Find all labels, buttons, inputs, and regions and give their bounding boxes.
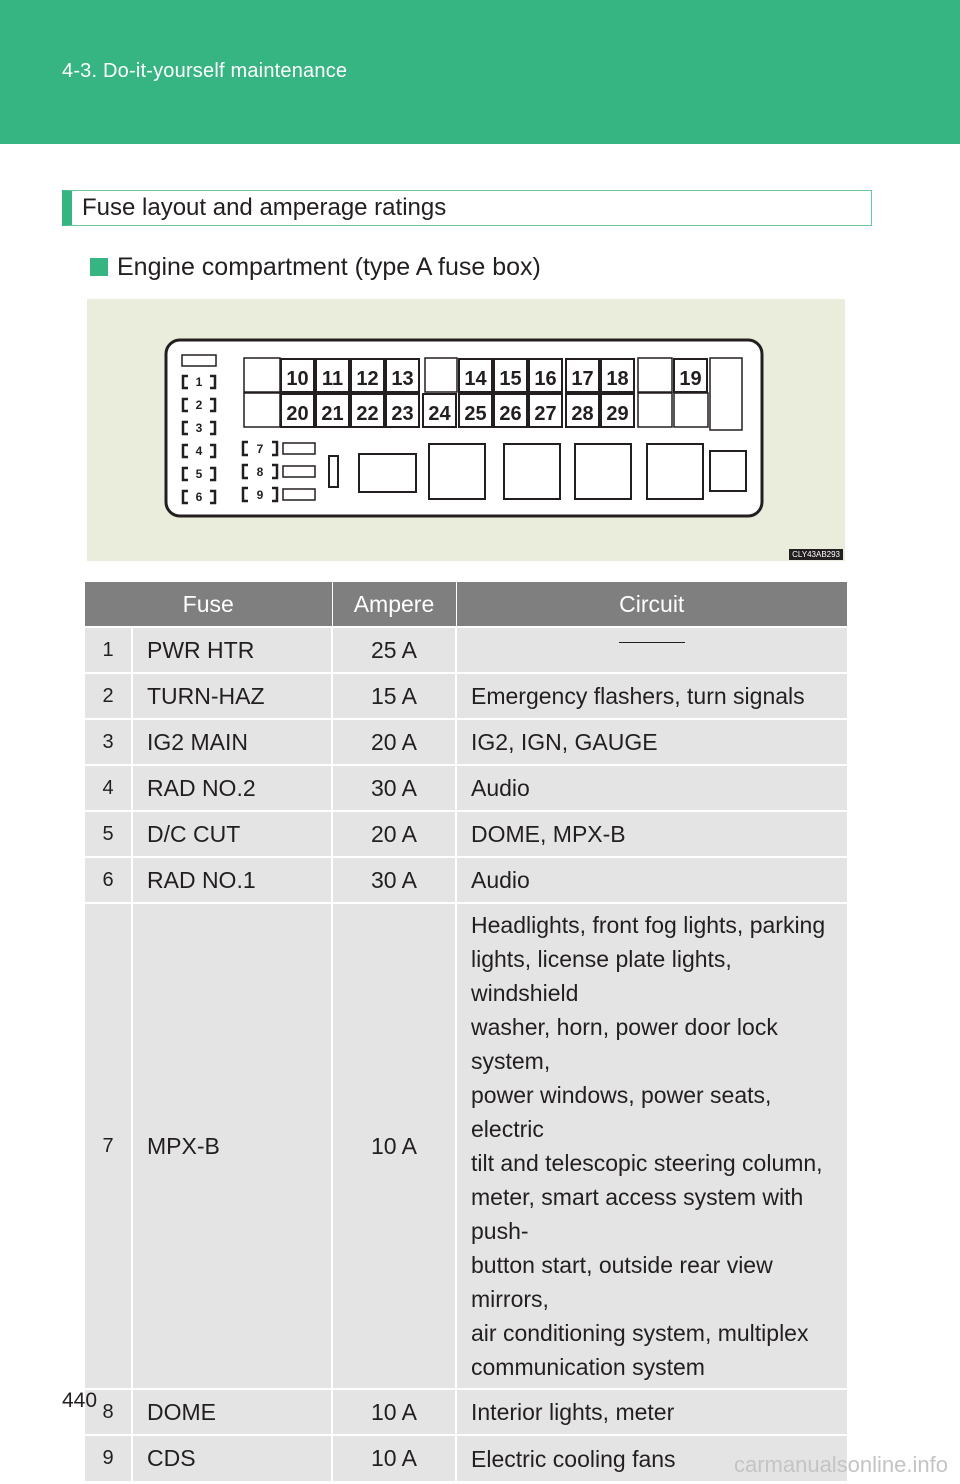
spare-slot <box>710 358 742 430</box>
circuit-line: meter, smart access system with push- <box>471 1184 804 1244</box>
relay-slot <box>710 451 746 491</box>
relay-slot <box>647 444 703 499</box>
spare-slot <box>244 358 280 392</box>
fuse-ampere: 10 A <box>332 1435 456 1481</box>
table-header-row <box>85 582 847 627</box>
fuse-circuit: DOME, MPX-B <box>456 811 847 857</box>
circuit-line: Headlights, front fog lights, parking <box>471 912 826 938</box>
fuse-number: 2 <box>85 673 132 719</box>
fuse-label-14: 14 <box>464 368 487 390</box>
watermark: carmanualsonline.info <box>733 1452 948 1477</box>
spare-slot <box>244 393 280 427</box>
subsection-heading <box>90 250 541 284</box>
fuse-label-4: 4 <box>195 444 203 458</box>
chapter-title: 4-3. Do-it-yourself maintenance <box>62 60 348 82</box>
header-band <box>0 0 960 144</box>
fuse-label-18: 18 <box>606 368 629 390</box>
fuse-number: 3 <box>85 719 132 765</box>
relay-slot <box>429 444 485 499</box>
fuse-number: 8 <box>85 1389 132 1435</box>
fuse-ampere: 30 A <box>332 765 456 811</box>
fuse-ampere: 25 A <box>332 627 456 673</box>
table-row <box>85 903 847 1389</box>
fuse-name: DOME <box>132 1389 332 1435</box>
fuse-label-29: 29 <box>606 403 629 425</box>
header-ampere: Ampere <box>332 582 456 627</box>
fuse-number: 7 <box>85 903 132 1389</box>
fuse-name: MPX-B <box>132 903 332 1389</box>
fuse-label-24: 24 <box>428 403 451 425</box>
relay-slot <box>504 444 560 499</box>
fuse-label-12: 12 <box>356 368 379 390</box>
small-fuse-slot <box>329 456 338 487</box>
fuse-label-17: 17 <box>571 368 594 390</box>
fuse-label-16: 16 <box>534 368 557 390</box>
fuse-label-7: 7 <box>256 442 264 456</box>
fuse-label-15: 15 <box>499 368 522 390</box>
header-circuit: Circuit <box>456 582 847 627</box>
fuse-name: IG2 MAIN <box>132 719 332 765</box>
fuse-label-21: 21 <box>321 403 344 425</box>
fuse-name: PWR HTR <box>132 627 332 673</box>
fuse-circuit: Emergency flashers, turn signals <box>456 673 847 719</box>
section-title-box <box>62 190 872 226</box>
fuse-name: RAD NO.2 <box>132 765 332 811</box>
fuse-label-19: 19 <box>679 368 702 390</box>
bullet-square-icon <box>90 258 108 276</box>
fuse-label-13: 13 <box>391 368 414 390</box>
circuit-line: communication system <box>471 1354 705 1380</box>
table-row <box>85 673 847 719</box>
table-row <box>85 811 847 857</box>
fuse-circuit: Electric cooling fans <box>456 1435 847 1481</box>
fuse-label-11: 11 <box>321 368 344 390</box>
header-fuse: Fuse <box>85 582 332 627</box>
fuse-slot <box>283 443 315 454</box>
fuse-circuit: IG2, IGN, GAUGE <box>456 719 847 765</box>
circuit-line: air conditioning system, multiplex <box>471 1320 809 1346</box>
fuse-ampere: 15 A <box>332 673 456 719</box>
circuit-line: washer, horn, power door lock system, <box>471 1014 778 1074</box>
fuse-name: TURN-HAZ <box>132 673 332 719</box>
fuse-label-22: 22 <box>356 403 379 425</box>
fuse-slot <box>283 466 315 477</box>
fuse-label-20: 20 <box>286 403 309 425</box>
table-row <box>85 1389 847 1435</box>
circuit-line: power windows, power seats, electric <box>471 1082 772 1142</box>
fuse-ampere: 20 A <box>332 811 456 857</box>
table-row <box>85 719 847 765</box>
fuse-circuit-none <box>456 627 847 673</box>
page-number: 440 <box>62 1389 98 1412</box>
relay-slot <box>575 444 631 499</box>
fuse-box-diagram <box>87 299 845 561</box>
relay-slot <box>359 454 416 492</box>
fuse-label-28: 28 <box>571 403 594 425</box>
fuse-number: 4 <box>85 765 132 811</box>
fuse-label-25: 25 <box>464 403 487 425</box>
fuse-label-9: 9 <box>256 488 264 502</box>
spare-slot <box>674 393 708 427</box>
fuse-number: 1 <box>85 627 132 673</box>
fuse-circuit <box>456 903 847 1389</box>
spare-slot <box>638 358 672 392</box>
diagram-image-code: CLY43AB293 <box>789 549 843 560</box>
fuse-ampere: 10 A <box>332 1389 456 1435</box>
section-title: Fuse layout and amperage ratings <box>82 194 447 221</box>
fuse-circuit: Audio <box>456 857 847 903</box>
fuse-label-2: 2 <box>195 398 203 412</box>
subsection-title: Engine compartment (type A fuse box) <box>117 252 541 281</box>
fuse-number: 5 <box>85 811 132 857</box>
fuse-name: CDS <box>132 1435 332 1481</box>
fuse-label-10: 10 <box>286 368 309 390</box>
fuse-ampere: 30 A <box>332 857 456 903</box>
table-row <box>85 857 847 903</box>
spare-slot <box>425 358 457 392</box>
fuse-box-drawing <box>87 299 845 561</box>
fuse-label-27: 27 <box>534 403 557 425</box>
table-row <box>85 627 847 673</box>
fuse-ampere: 20 A <box>332 719 456 765</box>
fuse-label-23: 23 <box>391 403 414 425</box>
fuse-circuit: Audio <box>456 765 847 811</box>
fuse-label-5: 5 <box>195 467 203 481</box>
spare-slot <box>638 393 672 427</box>
table-row <box>85 1435 847 1481</box>
circuit-line: lights, license plate lights, windshield <box>471 946 732 1006</box>
fuse-label-1: 1 <box>195 375 203 389</box>
fuse-label-26: 26 <box>499 403 522 425</box>
fuse-label-3: 3 <box>195 421 203 435</box>
circuit-line: tilt and telescopic steering column, <box>471 1150 823 1176</box>
fuse-name: D/C CUT <box>132 811 332 857</box>
fuse-circuit: Interior lights, meter <box>456 1389 847 1435</box>
circuit-line: button start, outside rear view mirrors, <box>471 1252 773 1312</box>
fuse-name: RAD NO.1 <box>132 857 332 903</box>
fuse-label-8: 8 <box>256 465 264 479</box>
fuse-slot <box>283 489 315 500</box>
fuse-number: 9 <box>85 1435 132 1481</box>
table-row <box>85 765 847 811</box>
fuse-table <box>85 582 847 1481</box>
dash-line <box>619 642 685 643</box>
fuse-ampere: 10 A <box>332 903 456 1389</box>
fuse-label-6: 6 <box>195 490 203 504</box>
fuse-number: 6 <box>85 857 132 903</box>
